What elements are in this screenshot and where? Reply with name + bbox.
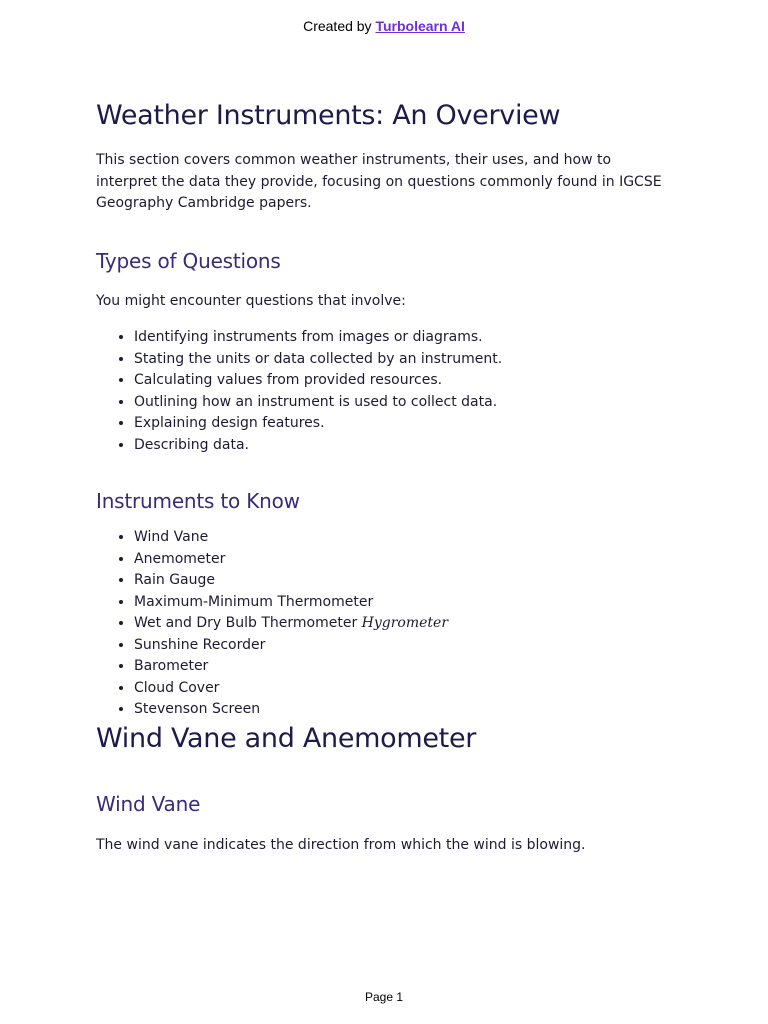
list-item: • Sunshine Recorder: [134, 635, 676, 657]
wind-section-title: Wind Vane and Anemometer: [96, 722, 477, 754]
hygrometer-label: Hygrometer: [361, 615, 449, 631]
wind-vane-text: The wind vane indicates the direction from which the wind is blowing.: [96, 836, 586, 853]
list-item: • Wind Vane: [134, 527, 676, 549]
questions-lead: You might encounter questions that involve:: [96, 292, 406, 309]
types-of-questions-heading: Types of Questions: [96, 248, 281, 273]
turbolearn-link[interactable]: Turbolearn AI: [375, 18, 465, 34]
header-prefix: Created by: [303, 18, 372, 34]
list-item: [134, 613, 676, 635]
list-item: • Stevenson Screen: [134, 699, 676, 721]
list-item: • Maximum-Minimum Thermometer: [134, 592, 676, 614]
list-item: • Rain Gauge: [134, 570, 676, 592]
list-item: • Cloud Cover: [134, 678, 676, 700]
page-footer: Page 1: [364, 990, 404, 1004]
list-item: • Explaining design features.: [134, 413, 676, 435]
instruments-heading: Instruments to Know: [96, 489, 300, 513]
list-item: • Anemometer: [134, 549, 676, 571]
list-item: • Identifying instruments from images or diagrams.: [134, 327, 676, 349]
list-item: • Describing data.: [134, 435, 676, 457]
list-item: • Barometer: [134, 656, 676, 678]
list-item: • Stating the units or data collected by an instrument.: [134, 349, 676, 371]
list-item-text: Wet and Dry Bulb Thermometer: [134, 615, 358, 631]
instruments-list: [96, 527, 676, 721]
document-body: [96, 96, 676, 856]
page-header: [0, 18, 768, 34]
page-title: Weather Instruments: An Overview: [96, 100, 561, 131]
list-item: • Calculating values from provided resources.: [134, 370, 676, 392]
question-types-list: [96, 327, 676, 456]
intro-paragraph: This section covers common weather instruments, their uses, and how to interpret the data they provide, focusing on questions commonly found in IGCSE Geography Cambridge papers.: [96, 152, 662, 211]
list-item: • Outlining how an instrument is used to collect data.: [134, 392, 676, 414]
wind-vane-heading: Wind Vane: [96, 791, 201, 816]
